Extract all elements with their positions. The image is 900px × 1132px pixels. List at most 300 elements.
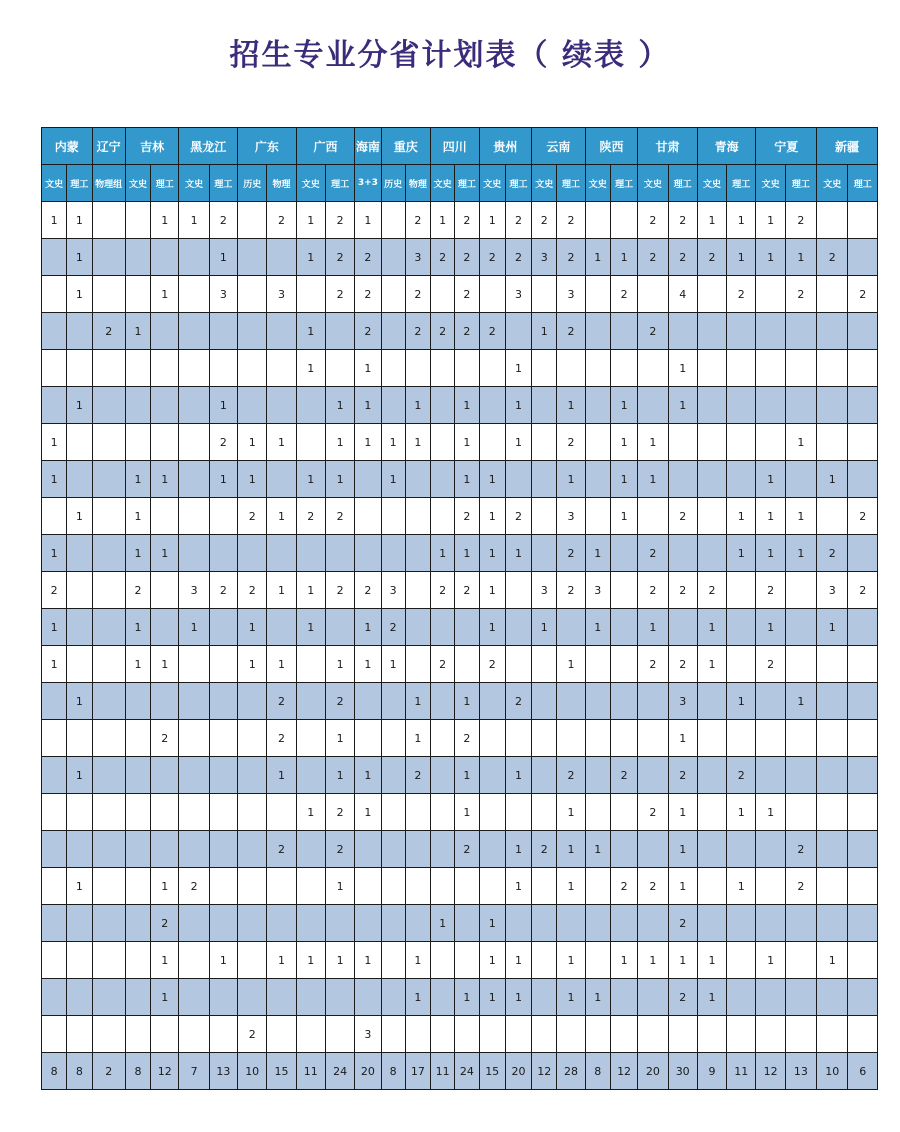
table-cell: 1 — [296, 609, 325, 646]
table-cell — [557, 350, 585, 387]
table-cell — [785, 572, 816, 609]
table-cell: 2 — [785, 868, 816, 905]
table-cell — [697, 461, 726, 498]
table-cell — [585, 350, 610, 387]
table-cell: 3 — [557, 498, 585, 535]
table-cell — [785, 757, 816, 794]
category-header: 理工 — [668, 165, 697, 202]
table-cell — [325, 313, 354, 350]
table-cell — [610, 683, 637, 720]
table-cell — [848, 202, 878, 239]
table-cell — [381, 905, 405, 942]
table-cell — [479, 1016, 505, 1053]
category-header: 文史 — [532, 165, 557, 202]
table-cell — [209, 683, 237, 720]
table-cell: 1 — [785, 683, 816, 720]
table-cell: 1 — [325, 757, 354, 794]
table-cell: 2 — [756, 646, 785, 683]
table-cell: 2 — [267, 831, 296, 868]
table-cell: 1 — [557, 387, 585, 424]
table-cell — [532, 868, 557, 905]
table-cell: 1 — [238, 646, 267, 683]
table-row — [42, 831, 878, 868]
table-cell — [92, 572, 125, 609]
table-cell: 2 — [325, 831, 354, 868]
table-cell: 1 — [668, 720, 697, 757]
table-row — [42, 424, 878, 461]
table-cell — [610, 350, 637, 387]
table-cell — [151, 794, 179, 831]
table-cell — [405, 1016, 430, 1053]
table-cell — [479, 831, 505, 868]
table-cell — [42, 276, 67, 313]
table-cell — [431, 979, 455, 1016]
table-cell: 2 — [557, 757, 585, 794]
table-cell: 1 — [727, 683, 756, 720]
table-cell: 1 — [296, 794, 325, 831]
table-cell: 1 — [668, 387, 697, 424]
total-cell: 20 — [505, 1053, 531, 1090]
category-header: 文史 — [42, 165, 67, 202]
total-cell: 8 — [585, 1053, 610, 1090]
table-row — [42, 461, 878, 498]
table-cell: 1 — [209, 239, 237, 276]
table-cell — [585, 387, 610, 424]
table-cell: 2 — [668, 202, 697, 239]
table-cell: 2 — [325, 498, 354, 535]
table-cell: 2 — [405, 757, 430, 794]
table-cell — [505, 646, 531, 683]
table-cell: 3 — [817, 572, 848, 609]
table-cell — [505, 572, 531, 609]
table-cell: 1 — [557, 461, 585, 498]
table-cell — [817, 720, 848, 757]
table-cell — [238, 905, 267, 942]
total-cell: 11 — [431, 1053, 455, 1090]
table-cell — [557, 683, 585, 720]
table-cell — [179, 794, 209, 831]
table-cell — [585, 276, 610, 313]
table-cell — [209, 535, 237, 572]
table-cell — [431, 350, 455, 387]
table-cell — [817, 424, 848, 461]
table-cell — [179, 461, 209, 498]
table-cell — [505, 313, 531, 350]
table-cell — [532, 942, 557, 979]
province-header: 云南 — [532, 128, 586, 165]
table-cell: 1 — [668, 794, 697, 831]
table-cell: 2 — [405, 313, 430, 350]
total-cell: 11 — [727, 1053, 756, 1090]
table-cell: 2 — [325, 683, 354, 720]
table-cell — [697, 757, 726, 794]
table-cell — [727, 572, 756, 609]
table-cell — [532, 794, 557, 831]
table-cell — [42, 868, 67, 905]
table-cell — [756, 868, 785, 905]
table-row — [42, 646, 878, 683]
table-cell — [431, 461, 455, 498]
table-cell — [42, 313, 67, 350]
table-cell — [179, 646, 209, 683]
table-cell — [355, 683, 381, 720]
table-row — [42, 387, 878, 424]
total-cell: 11 — [296, 1053, 325, 1090]
table-cell — [355, 535, 381, 572]
table-cell — [151, 757, 179, 794]
table-cell — [455, 609, 479, 646]
table-cell — [42, 905, 67, 942]
table-cell — [817, 202, 848, 239]
table-cell — [355, 498, 381, 535]
table-cell: 2 — [785, 202, 816, 239]
table-cell — [267, 350, 296, 387]
total-cell: 2 — [92, 1053, 125, 1090]
total-cell: 12 — [532, 1053, 557, 1090]
total-cell: 8 — [381, 1053, 405, 1090]
table-cell: 1 — [455, 794, 479, 831]
table-cell — [325, 979, 354, 1016]
table-cell — [325, 1016, 354, 1053]
table-cell — [479, 424, 505, 461]
table-cell: 2 — [151, 905, 179, 942]
table-cell — [325, 609, 354, 646]
table-cell: 2 — [638, 572, 668, 609]
table-cell — [756, 424, 785, 461]
table-cell — [67, 424, 92, 461]
category-header: 文史 — [479, 165, 505, 202]
table-cell: 1 — [267, 757, 296, 794]
table-cell — [585, 757, 610, 794]
table-cell — [479, 276, 505, 313]
table-cell — [92, 350, 125, 387]
table-cell: 2 — [697, 572, 726, 609]
table-cell — [817, 498, 848, 535]
table-cell: 2 — [381, 609, 405, 646]
table-cell — [267, 868, 296, 905]
table-cell — [238, 239, 267, 276]
table-cell — [455, 350, 479, 387]
table-cell: 2 — [610, 757, 637, 794]
table-cell: 1 — [756, 239, 785, 276]
table-cell — [125, 720, 150, 757]
table-cell: 2 — [209, 202, 237, 239]
table-cell: 1 — [557, 646, 585, 683]
table-cell — [42, 979, 67, 1016]
table-cell: 2 — [638, 646, 668, 683]
table-cell — [610, 313, 637, 350]
table-cell: 1 — [42, 646, 67, 683]
table-cell — [697, 868, 726, 905]
table-row — [42, 794, 878, 831]
table-cell: 1 — [151, 979, 179, 1016]
table-cell — [355, 720, 381, 757]
table-cell: 1 — [125, 609, 150, 646]
table-cell — [610, 202, 637, 239]
table-cell: 2 — [557, 535, 585, 572]
table-cell — [532, 646, 557, 683]
total-cell: 15 — [479, 1053, 505, 1090]
table-cell: 2 — [557, 202, 585, 239]
table-cell — [532, 424, 557, 461]
table-cell: 2 — [638, 535, 668, 572]
table-cell: 1 — [151, 461, 179, 498]
table-cell — [817, 387, 848, 424]
table-cell: 2 — [125, 572, 150, 609]
table-row — [42, 868, 878, 905]
table-cell: 1 — [67, 276, 92, 313]
table-cell — [267, 461, 296, 498]
table-cell — [267, 905, 296, 942]
table-cell — [585, 1016, 610, 1053]
table-cell: 1 — [151, 646, 179, 683]
table-cell — [697, 350, 726, 387]
table-cell — [848, 683, 878, 720]
table-cell — [209, 609, 237, 646]
table-cell: 1 — [727, 202, 756, 239]
table-cell — [296, 1016, 325, 1053]
table-cell — [785, 720, 816, 757]
table-cell: 2 — [455, 831, 479, 868]
table-cell — [557, 720, 585, 757]
table-cell — [209, 350, 237, 387]
table-cell — [557, 1016, 585, 1053]
table-cell: 1 — [455, 461, 479, 498]
table-cell: 1 — [355, 387, 381, 424]
table-cell — [296, 276, 325, 313]
table-cell — [125, 794, 150, 831]
table-cell — [848, 424, 878, 461]
total-cell: 8 — [42, 1053, 67, 1090]
table-cell — [92, 720, 125, 757]
table-cell: 1 — [355, 424, 381, 461]
table-cell: 3 — [267, 276, 296, 313]
table-cell: 2 — [668, 757, 697, 794]
table-cell: 2 — [209, 572, 237, 609]
table-row — [42, 202, 878, 239]
table-cell — [756, 1016, 785, 1053]
table-cell — [405, 350, 430, 387]
table-cell: 1 — [267, 572, 296, 609]
table-cell — [67, 720, 92, 757]
table-cell — [125, 350, 150, 387]
table-cell: 1 — [431, 202, 455, 239]
table-cell: 1 — [209, 461, 237, 498]
table-cell: 2 — [668, 498, 697, 535]
table-cell — [179, 239, 209, 276]
table-cell: 2 — [848, 572, 878, 609]
table-cell — [92, 424, 125, 461]
table-cell: 1 — [479, 202, 505, 239]
table-cell — [179, 276, 209, 313]
table-cell — [381, 202, 405, 239]
table-cell — [848, 942, 878, 979]
table-cell — [67, 609, 92, 646]
table-cell — [325, 905, 354, 942]
table-cell — [532, 683, 557, 720]
table-cell: 2 — [455, 276, 479, 313]
table-cell — [238, 202, 267, 239]
table-cell — [817, 979, 848, 1016]
table-cell — [668, 313, 697, 350]
table-cell — [67, 646, 92, 683]
table-cell: 1 — [67, 202, 92, 239]
table-cell — [92, 276, 125, 313]
table-cell — [179, 720, 209, 757]
province-header: 海南 — [355, 128, 381, 165]
table-cell: 1 — [638, 609, 668, 646]
table-cell: 2 — [638, 868, 668, 905]
table-cell: 2 — [557, 313, 585, 350]
table-cell — [697, 498, 726, 535]
table-cell: 2 — [325, 572, 354, 609]
total-cell: 13 — [785, 1053, 816, 1090]
table-cell — [381, 683, 405, 720]
table-cell — [638, 498, 668, 535]
table-cell — [151, 1016, 179, 1053]
table-cell: 1 — [505, 831, 531, 868]
table-cell: 2 — [92, 313, 125, 350]
table-cell: 1 — [325, 387, 354, 424]
table-cell — [727, 905, 756, 942]
table-cell — [179, 757, 209, 794]
table-cell — [532, 1016, 557, 1053]
table-cell: 1 — [455, 757, 479, 794]
table-cell: 2 — [455, 313, 479, 350]
table-cell: 2 — [848, 498, 878, 535]
table-cell — [125, 239, 150, 276]
table-cell — [505, 794, 531, 831]
table-cell — [817, 350, 848, 387]
table-cell: 1 — [638, 942, 668, 979]
table-cell: 1 — [479, 942, 505, 979]
table-cell — [785, 461, 816, 498]
table-cell — [727, 720, 756, 757]
table-cell — [727, 1016, 756, 1053]
table-cell — [67, 535, 92, 572]
table-cell: 2 — [238, 572, 267, 609]
table-cell: 1 — [296, 942, 325, 979]
table-cell: 4 — [668, 276, 697, 313]
table-cell: 2 — [785, 276, 816, 313]
table-cell — [355, 831, 381, 868]
total-cell: 24 — [455, 1053, 479, 1090]
table-cell — [381, 350, 405, 387]
category-header: 理工 — [209, 165, 237, 202]
table-cell: 1 — [817, 609, 848, 646]
table-cell: 2 — [267, 202, 296, 239]
table-cell: 2 — [817, 535, 848, 572]
table-cell — [405, 905, 430, 942]
table-cell — [638, 350, 668, 387]
table-cell: 2 — [557, 424, 585, 461]
table-cell — [381, 831, 405, 868]
table-cell: 1 — [405, 720, 430, 757]
province-header-row — [42, 128, 878, 165]
table-cell — [381, 942, 405, 979]
table-cell — [179, 979, 209, 1016]
table-cell: 2 — [267, 683, 296, 720]
table-cell — [431, 868, 455, 905]
table-cell — [697, 1016, 726, 1053]
table-cell: 1 — [67, 498, 92, 535]
table-cell: 1 — [405, 424, 430, 461]
table-cell — [296, 905, 325, 942]
table-cell — [585, 313, 610, 350]
table-cell: 2 — [431, 572, 455, 609]
table-row — [42, 276, 878, 313]
table-cell — [92, 1016, 125, 1053]
table-cell: 1 — [505, 868, 531, 905]
table-cell: 1 — [267, 498, 296, 535]
category-header: 理工 — [151, 165, 179, 202]
total-cell: 13 — [209, 1053, 237, 1090]
table-cell: 3 — [505, 276, 531, 313]
table-cell: 1 — [431, 535, 455, 572]
table-cell — [296, 979, 325, 1016]
total-cell: 20 — [638, 1053, 668, 1090]
table-cell — [92, 683, 125, 720]
table-cell — [697, 535, 726, 572]
table-cell: 1 — [479, 979, 505, 1016]
table-cell — [848, 1016, 878, 1053]
table-cell — [179, 313, 209, 350]
table-cell — [67, 905, 92, 942]
table-cell — [455, 942, 479, 979]
table-cell — [638, 387, 668, 424]
table-cell: 1 — [817, 942, 848, 979]
table-cell: 1 — [42, 461, 67, 498]
table-cell — [756, 720, 785, 757]
table-cell — [42, 498, 67, 535]
table-cell — [532, 387, 557, 424]
table-cell — [848, 905, 878, 942]
table-cell: 2 — [727, 276, 756, 313]
table-cell: 1 — [785, 239, 816, 276]
total-cell: 8 — [125, 1053, 150, 1090]
table-cell — [209, 1016, 237, 1053]
table-cell: 2 — [455, 720, 479, 757]
table-cell: 1 — [638, 424, 668, 461]
table-cell: 1 — [668, 350, 697, 387]
total-cell: 15 — [267, 1053, 296, 1090]
table-cell — [125, 202, 150, 239]
table-cell: 3 — [179, 572, 209, 609]
table-cell — [638, 276, 668, 313]
table-cell — [125, 387, 150, 424]
table-cell: 1 — [756, 461, 785, 498]
table-cell — [179, 831, 209, 868]
table-cell — [817, 905, 848, 942]
table-cell — [42, 757, 67, 794]
table-cell — [267, 313, 296, 350]
table-cell: 3 — [209, 276, 237, 313]
province-header: 陕西 — [585, 128, 638, 165]
table-cell: 1 — [610, 424, 637, 461]
total-cell: 7 — [179, 1053, 209, 1090]
table-row — [42, 757, 878, 794]
province-header: 黑龙江 — [179, 128, 238, 165]
table-cell: 1 — [296, 461, 325, 498]
table-cell — [238, 757, 267, 794]
table-cell — [638, 683, 668, 720]
table-cell — [848, 831, 878, 868]
table-cell: 2 — [785, 831, 816, 868]
table-cell — [585, 905, 610, 942]
category-header: 文史 — [585, 165, 610, 202]
table-cell: 1 — [381, 424, 405, 461]
table-cell — [381, 276, 405, 313]
